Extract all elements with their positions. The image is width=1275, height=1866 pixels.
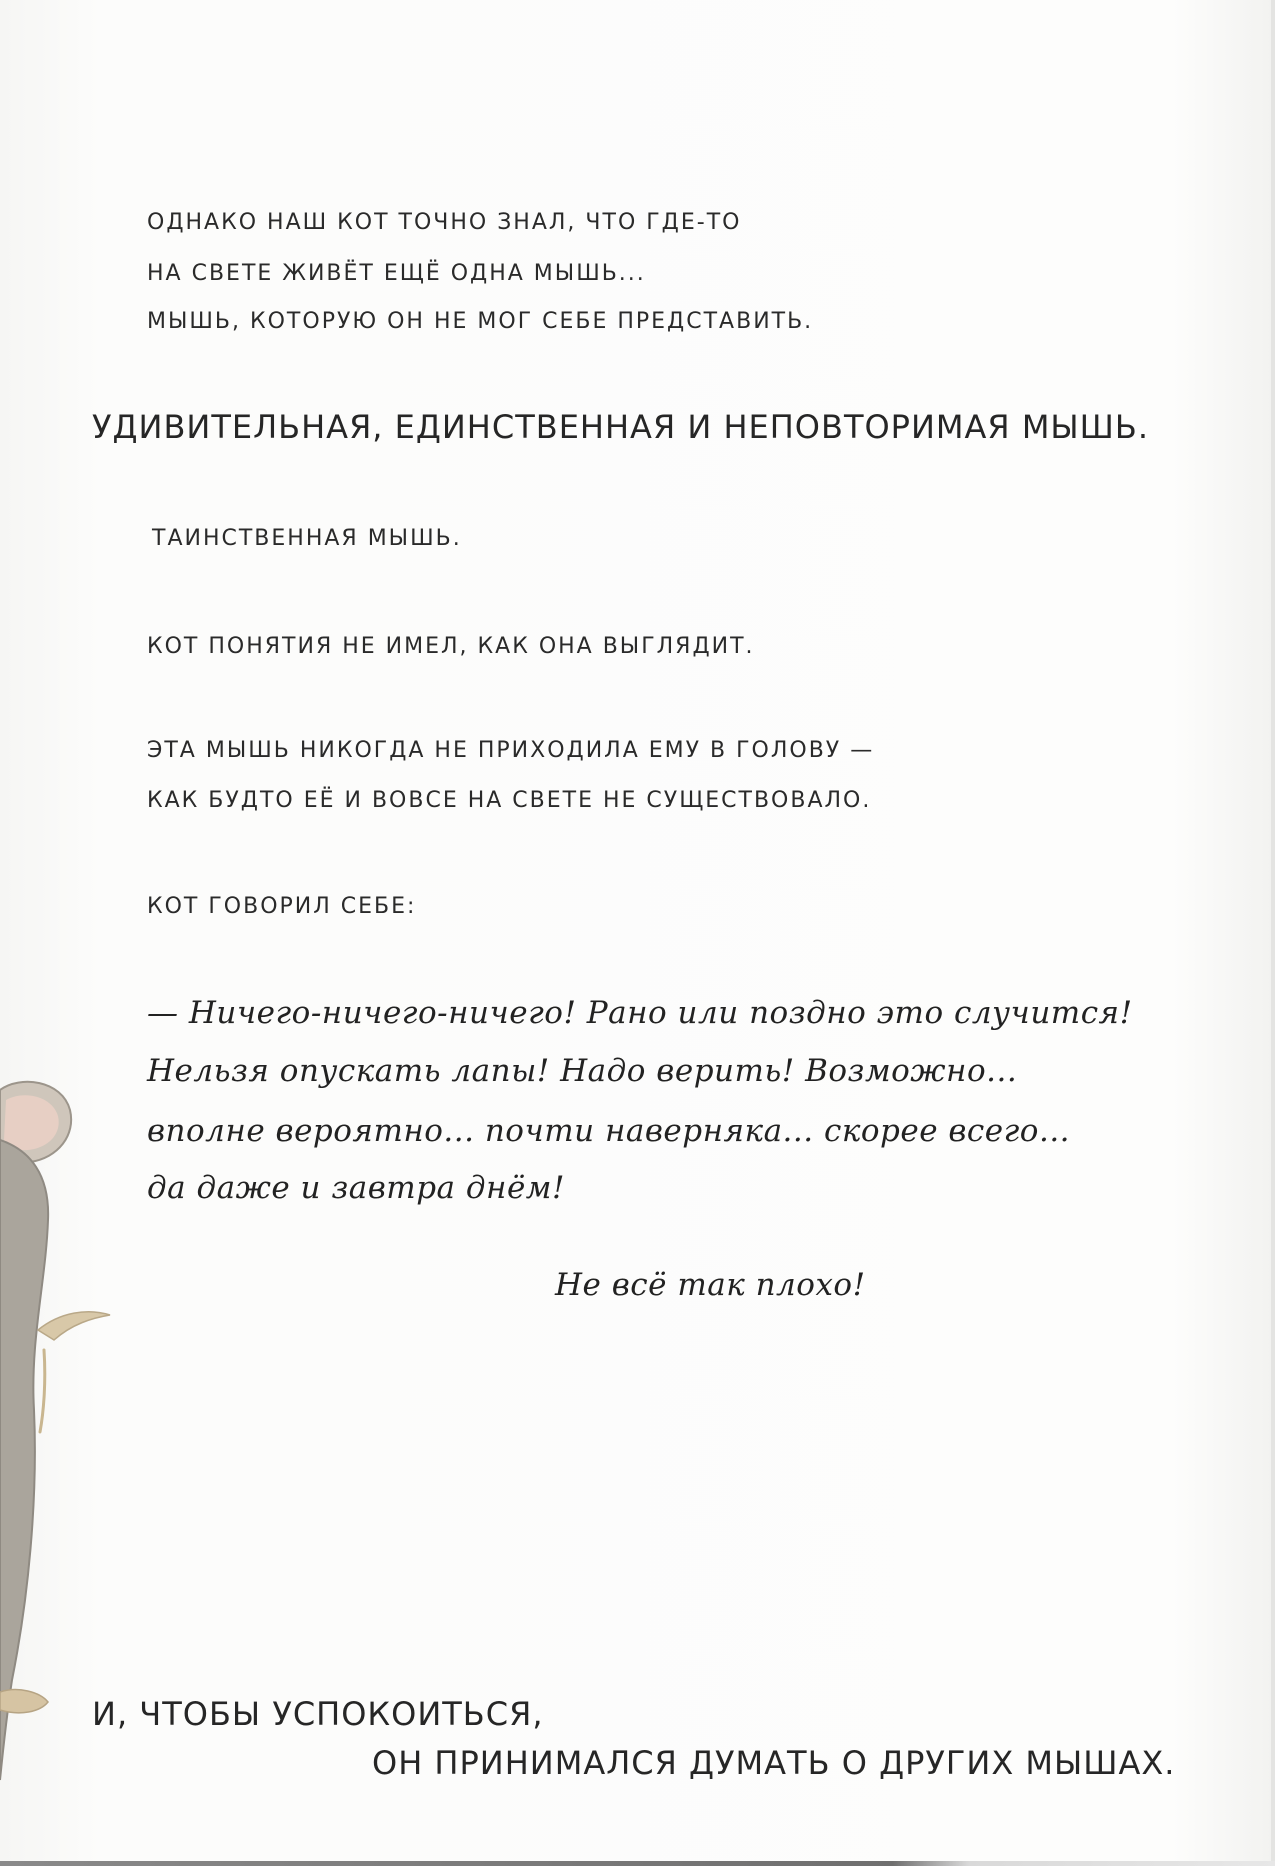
- no-idea-line: КОТ ПОНЯТИЯ НЕ ИМЕЛ, КАК ОНА ВЫГЛЯДИТ.: [147, 634, 755, 659]
- cat-said-line: КОТ ГОВОРИЛ СЕБЕ:: [147, 894, 417, 919]
- speech-line-4: да даже и завтра днём!: [147, 1170, 565, 1206]
- closing-line-1: И, ЧТОБЫ УСПОКОИТЬСЯ,: [92, 1695, 544, 1733]
- never-thought-line-2: КАК БУДТО ЕЁ И ВОВСЕ НА СВЕТЕ НЕ СУЩЕСТВОВАЛО.: [147, 788, 872, 813]
- mysterious-line: ТАИНСТВЕННАЯ МЫШЬ.: [152, 526, 462, 551]
- intro-line-3: МЫШЬ, КОТОРУЮ ОН НЕ МОГ СЕБЕ ПРЕДСТАВИТЬ.: [147, 309, 814, 334]
- speech-line-5: Не всё так плохо!: [555, 1267, 866, 1303]
- never-thought-line-1: ЭТА МЫШЬ НИКОГДА НЕ ПРИХОДИЛА ЕМУ В ГОЛОВУ —: [147, 738, 875, 763]
- closing-line-2: ОН ПРИНИМАЛСЯ ДУМАТЬ О ДРУГИХ МЫШАХ.: [372, 1744, 1176, 1782]
- intro-line-1: ОДНАКО НАШ КОТ ТОЧНО ЗНАЛ, ЧТО ГДЕ-ТО: [147, 210, 742, 235]
- page-edge-right: [1271, 0, 1275, 1866]
- speech-line-1: — Ничего-ничего-ничего! Рано или поздно это случится!: [147, 995, 1133, 1031]
- speech-line-3: вполне вероятно... почти наверняка... скорее всего...: [147, 1113, 1071, 1149]
- intro-line-2: НА СВЕТЕ ЖИВЁТ ЕЩЁ ОДНА МЫШЬ...: [147, 261, 646, 286]
- speech-line-2: Нельзя опускать лапы! Надо верить! Возможно...: [147, 1053, 1018, 1089]
- page-edge-bottom: [0, 1861, 1275, 1866]
- headline: УДИВИТЕЛЬНАЯ, ЕДИНСТВЕННАЯ И НЕПОВТОРИМАЯ МЫШЬ.: [92, 408, 1149, 446]
